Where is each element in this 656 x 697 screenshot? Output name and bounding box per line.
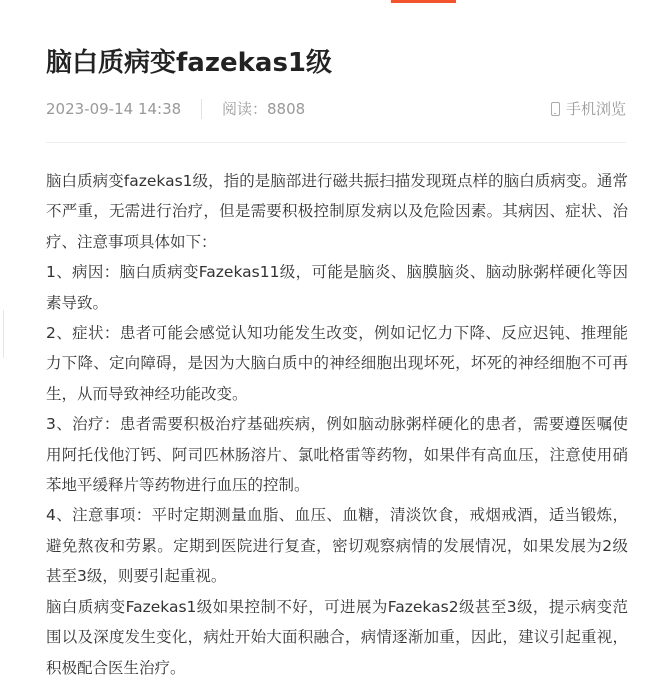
meta-divider — [46, 142, 626, 143]
mobile-view-label: 手机浏览 — [565, 100, 626, 118]
article-title: 脑白质病变fazekas1级 — [46, 48, 333, 78]
meta-separator — [201, 99, 202, 119]
intro-paragraph: 脑白质病变fazekas1级，指的是脑部进行磁共振扫描发现斑点样的脑白质病变。通常不严重，无需进行治疗，但是需要积极控制原发病以及危险因素。其病因、症状、治疗、注意事项具体如下： — [46, 172, 628, 251]
treatment-paragraph: 3、治疗：患者需要积极治疗基础疾病，例如脑动脉粥样硬化的患者，需要遵医嘱使用阿托伐他汀钙、阿司匹林肠溶片、氯吡格雷等药物，如果伴有高血压，注意使用硝苯地平缓释片等药物进行血压的控制。 — [46, 415, 628, 495]
cause-paragraph: 1、病因：脑白质病变Fazekas11级，可能是脑炎、脑膜脑炎、脑动脉粥样硬化等因素导致。 — [46, 263, 628, 312]
publish-date: 2023-09-14 14:38 — [46, 100, 182, 118]
mobile-view-button[interactable] — [551, 96, 626, 122]
article-body — [46, 166, 628, 683]
side-panel-edge — [0, 310, 4, 358]
precautions-paragraph: 4、注意事项：平时定期测量血脂、血压、血糖，清淡饮食，戒烟戒酒，适当锻炼，避免熬夜和劳累。定期到医院进行复查，密切观察病情的发展情况，如果发展为2级甚至3级，则要引起重视。 — [46, 506, 628, 586]
symptom-paragraph: 2、症状：患者可能会感觉认知功能发生改变，例如记忆力下降、反应迟钝、推理能力下降、定向障碍，是因为大脑白质中的神经细胞出现坏死，坏死的神经细胞不可再生，从而导致神经功能改变。 — [46, 324, 628, 403]
read-count: 阅读：8808 — [222, 100, 306, 118]
active-tab-indicator — [391, 0, 456, 3]
article-meta — [46, 96, 626, 122]
phone-icon — [551, 102, 560, 116]
conclusion-paragraph: 脑白质病变Fazekas1级如果控制不好，可进展为Fazekas2级甚至3级，提示病变范围以及深度发生变化，病灶开始大面积融合，病情逐渐加重，因此，建议引起重视，积极配合医生治疗。 — [46, 597, 628, 677]
